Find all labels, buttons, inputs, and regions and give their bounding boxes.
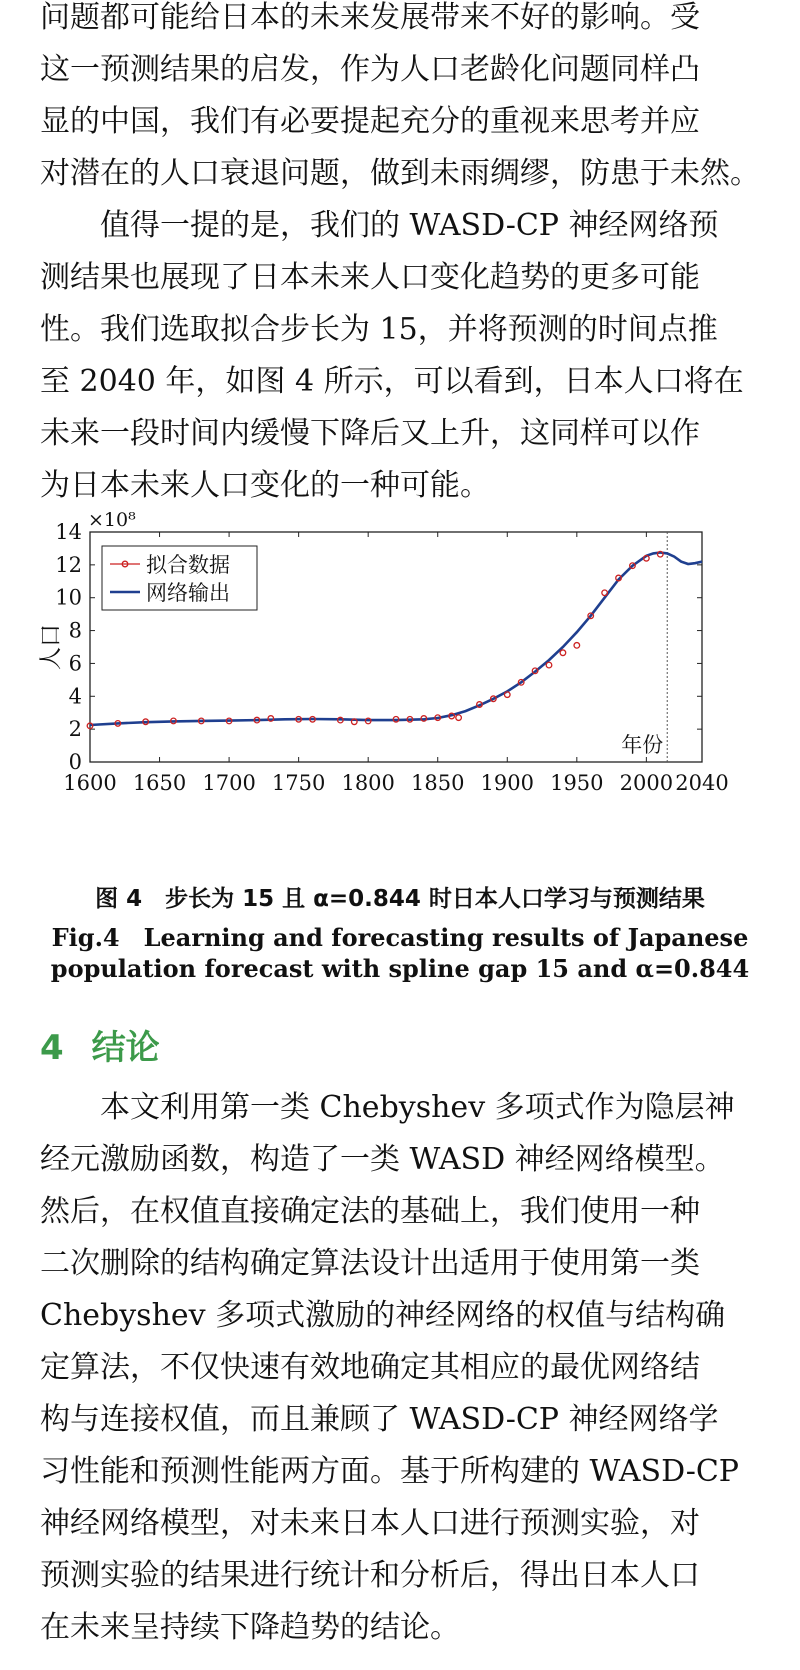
x-tick-label: 1650 [132, 771, 187, 795]
text-line: 测结果也展现了日本未来人口变化趋势的更多可能 [40, 260, 700, 295]
y-tick-label: 14 [55, 520, 82, 544]
text-line: 然后，在权值直接确定法的基础上，我们使用一种 [40, 1194, 700, 1229]
figure-caption-en-line1: Fig.4 Learning and forecasting results of Japanese [51, 923, 749, 952]
x-tick-label: 1600 [63, 771, 117, 795]
section-title: 结论 [91, 1028, 160, 1068]
x-tick-label: 1850 [411, 771, 465, 795]
text-line: 定算法，不仅快速有效地确定其相应的最优网络结 [40, 1350, 700, 1385]
figure-caption-zh: 图 4 步长为 15 且 α=0.844 时日本人口学习与预测结果 [95, 886, 705, 912]
y-tick-label: 10 [55, 585, 82, 610]
legend-label-fit: 拟合数据 [146, 553, 230, 577]
figure-caption-en-line2: population forecast with spline gap 15 and α=0.844 [50, 954, 750, 983]
y-tick-label: 0 [68, 750, 82, 774]
text-line: 在未来呈持续下降趋势的结论。 [40, 1610, 460, 1645]
text-line: 显的中国，我们有必要提起充分的重视来思考并应 [40, 104, 700, 139]
text-line: 预测实验的结果进行统计和分析后，得出日本人口 [40, 1558, 700, 1593]
data-point [574, 643, 580, 649]
x-tick-label: 2000 [619, 771, 674, 795]
x-axis-label: 年份 [621, 733, 664, 757]
y-tick-label: 4 [68, 684, 82, 709]
text-line: 性。我们选取拟合步长为 15，并将预测的时间点推 [40, 312, 718, 347]
x-tick-label: 1800 [341, 771, 395, 795]
data-point [456, 715, 462, 721]
text-line: 值得一提的是，我们的 WASD-CP 神经网络预 [40, 208, 719, 243]
y-tick-label: 2 [68, 717, 82, 742]
x-tick-label: 1900 [480, 771, 534, 795]
text-line: 本文利用第一类 Chebyshev 多项式作为隐层神 [40, 1090, 735, 1125]
y-tick-label: 6 [68, 651, 82, 676]
x-tick-label: 2040 [675, 771, 729, 795]
y-multiplier: ×10⁸ [88, 509, 136, 531]
y-tick-label: 8 [68, 618, 82, 643]
x-tick-label: 1750 [271, 771, 326, 795]
section-number: 4 [40, 1028, 64, 1068]
text-line: 对潜在的人口衰退问题，做到未雨绸缪，防患于未然。 [40, 156, 760, 191]
section-heading [40, 1020, 160, 1069]
y-axis-label: 人口 [38, 624, 64, 670]
text-line: 问题都可能给日本的未来发展带来不好的影响。受 [40, 0, 700, 35]
text-line: 至 2040 年，如图 4 所示，可以看到，日本人口将在 [40, 364, 744, 399]
text-line: 习性能和预测性能两方面。基于所构建的 WASD-CP [40, 1454, 739, 1489]
data-point [602, 590, 608, 596]
population-chart [0, 509, 800, 810]
text-line: 经元激励函数，构造了一类 WASD 神经网络模型。 [40, 1142, 725, 1177]
text-line: 未来一段时间内缓慢下降后又上升，这同样可以作 [40, 416, 700, 451]
data-point [560, 650, 566, 656]
data-point [546, 662, 552, 668]
paragraph-top [40, 0, 765, 512]
text-line: 为日本未来人口变化的一种可能。 [40, 468, 490, 503]
text-line: 二次删除的结构确定算法设计出适用于使用第一类 [40, 1246, 700, 1281]
x-tick-label: 1700 [202, 771, 256, 795]
text-line: 这一预测结果的启发，作为人口老龄化问题同样凸 [40, 52, 700, 87]
paragraph-conclusion [40, 1082, 765, 1654]
y-tick-label: 12 [55, 552, 82, 577]
text-line: Chebyshev 多项式激励的神经网络的权值与结构确 [40, 1298, 726, 1333]
legend-label-network: 网络输出 [146, 581, 230, 605]
x-tick-label: 1950 [550, 771, 604, 795]
text-line: 神经网络模型，对未来日本人口进行预测实验，对 [40, 1506, 700, 1541]
text-line: 构与连接权值，而且兼顾了 WASD-CP 神经网络学 [40, 1402, 719, 1437]
